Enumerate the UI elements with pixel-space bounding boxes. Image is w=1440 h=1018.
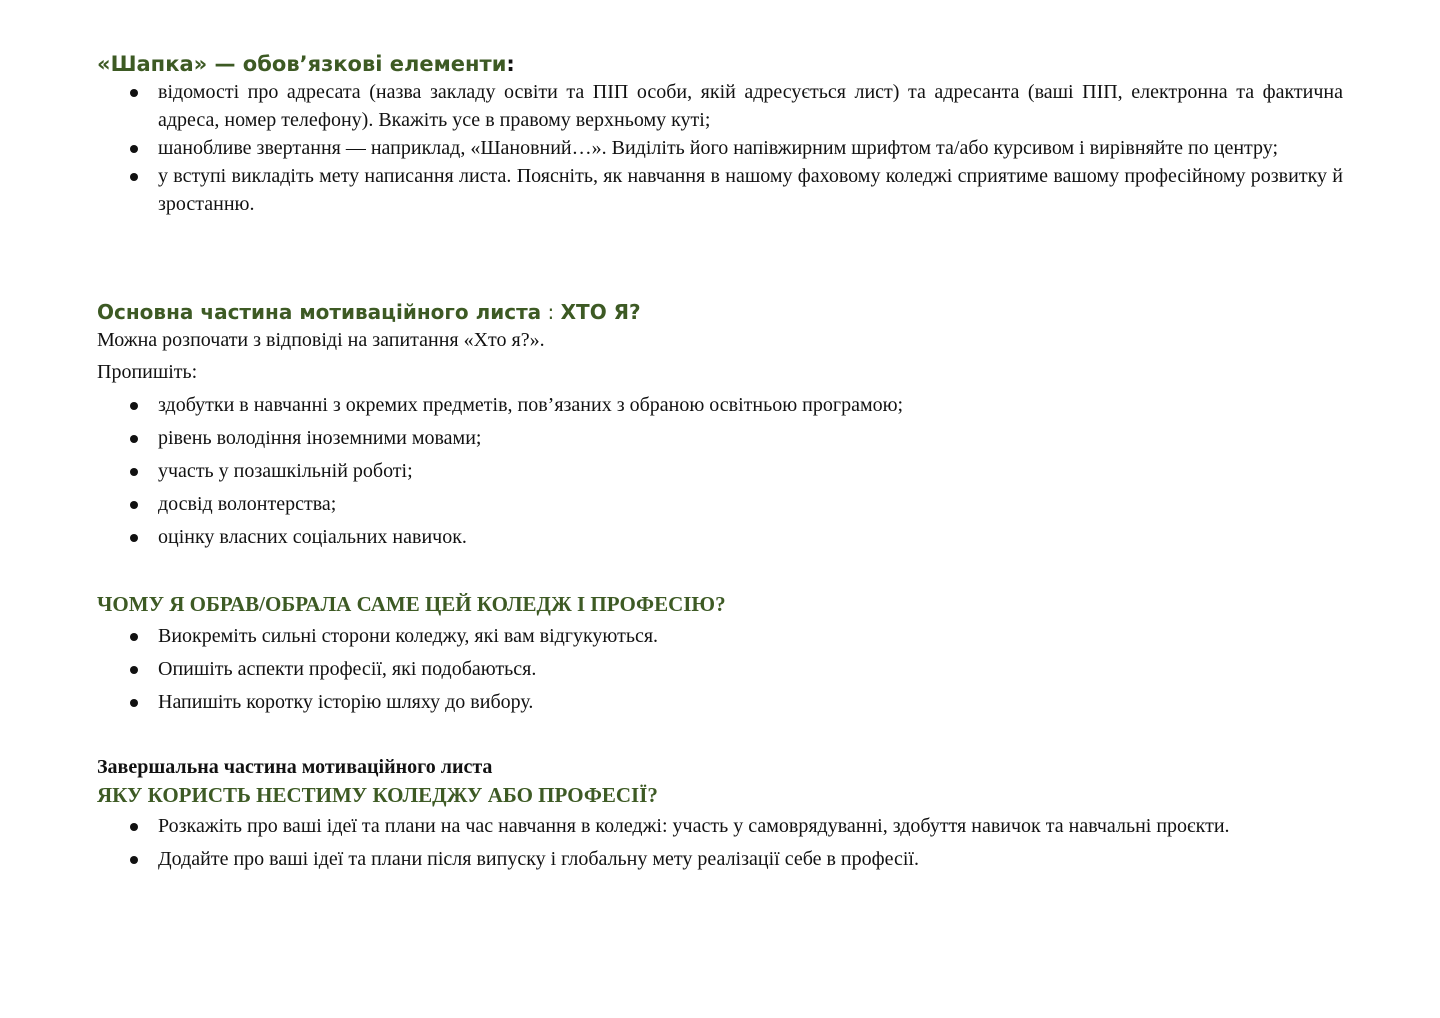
list-item-text: Напишіть коротку історію шляху до вибору.: [158, 691, 534, 713]
list-item: [97, 134, 1343, 162]
list-item: [97, 688, 1343, 716]
bullet-icon: [130, 633, 138, 641]
bullet-icon: [130, 468, 138, 476]
list-item: [97, 457, 1343, 485]
list-item-text: Додайте про ваші ідеї та плани після випуску і глобальну мету реалізації себе в професії.: [158, 848, 919, 870]
bullet-icon: [130, 856, 138, 864]
section-title-main-question: ХТО Я?: [560, 300, 641, 324]
section-title-final: ЯКУ КОРИСТЬ НЕСТИМУ КОЛЕДЖУ АБО ПРОФЕСІЇ?: [97, 783, 658, 807]
bullet-icon: [130, 534, 138, 542]
list-item: [97, 424, 1343, 452]
list-item: [97, 622, 1343, 650]
bullet-icon: [130, 89, 138, 97]
section-title-main: [97, 298, 1343, 326]
list-item: [97, 162, 1343, 218]
bullet-icon: [130, 145, 138, 153]
main-lead-text: Пропишіть:: [97, 361, 198, 383]
bullet-icon: [130, 666, 138, 674]
list-item-text: участь у позашкільній роботі;: [158, 460, 413, 482]
bullet-icon: [130, 173, 138, 181]
section-title-header-text: «Шапка» — обов’язкові елементи: [97, 52, 507, 76]
list-item-text: оцінку власних соціальних навичок.: [158, 526, 467, 548]
bullet-icon: [130, 699, 138, 707]
list-item: [97, 490, 1343, 518]
header-bullet-list: [97, 78, 1343, 218]
list-item: [97, 78, 1343, 134]
list-item-text: шанобливе звертання — наприклад, «Шановний…». Виділіть його напівжирним шрифтом та/або курсивом і вирівняйте по центру;: [158, 137, 1279, 159]
section-title-main-text: Основна частина мотиваційного листа: [97, 300, 542, 324]
list-item-text: Опишіть аспекти професії, які подобаються.: [158, 658, 537, 680]
list-item: [97, 391, 1343, 419]
section-main-part: [97, 298, 1343, 556]
list-item-text: Розкажіть про ваші ідеї та плани на час навчання в коледжі: участь у самоврядуванні, здобуття навичок та навчальні проєкти.: [158, 815, 1230, 837]
section-title-header: [97, 50, 1343, 78]
section-header-elements: [97, 50, 1343, 218]
bullet-icon: [130, 402, 138, 410]
section-title-why: ЧОМУ Я ОБРАВ/ОБРАЛА САМЕ ЦЕЙ КОЛЕДЖ І ПРОФЕСІЮ?: [97, 592, 726, 616]
list-item: [97, 812, 1343, 840]
section-title-main-separator: :: [541, 300, 561, 324]
section-subtitle-final: Завершальна частина мотиваційного листа: [97, 756, 493, 778]
why-bullet-list: [97, 622, 1343, 716]
list-item-text: рівень володіння іноземними мовами;: [158, 427, 482, 449]
bullet-icon: [130, 823, 138, 831]
bullet-icon: [130, 501, 138, 509]
section-title-header-colon: :: [506, 52, 515, 76]
list-item-text: здобутки в навчанні з окремих предметів, пов’язаних з обраною освітньою програмою;: [158, 394, 904, 416]
section-final-part: [97, 753, 1343, 878]
list-item: [97, 655, 1343, 683]
list-item-text: у вступі викладіть мету написання листа. Поясніть, як навчання в нашому фаховому коледжі сприятиме вашому професійному розвитку й зростанню.: [158, 165, 1343, 215]
list-item: [97, 845, 1343, 873]
list-item-text: відомості про адресата (назва закладу освіти та ПІП особи, якій адресується лист) та адресанта (ваші ПІП, електронна та фактична адреса, номер телефону). Вкажіть усе в правому верхньому куті;: [158, 81, 1343, 131]
list-item: [97, 523, 1343, 551]
main-intro-text: Можна розпочати з відповіді на запитання «Хто я?».: [97, 329, 545, 351]
final-bullet-list: [97, 812, 1343, 873]
list-item-text: досвід волонтерства;: [158, 493, 337, 515]
main-bullet-list: [97, 391, 1343, 551]
bullet-icon: [130, 435, 138, 443]
list-item-text: Виокреміть сильні сторони коледжу, які вам відгукуються.: [158, 625, 659, 647]
section-why-college: [97, 590, 1343, 721]
